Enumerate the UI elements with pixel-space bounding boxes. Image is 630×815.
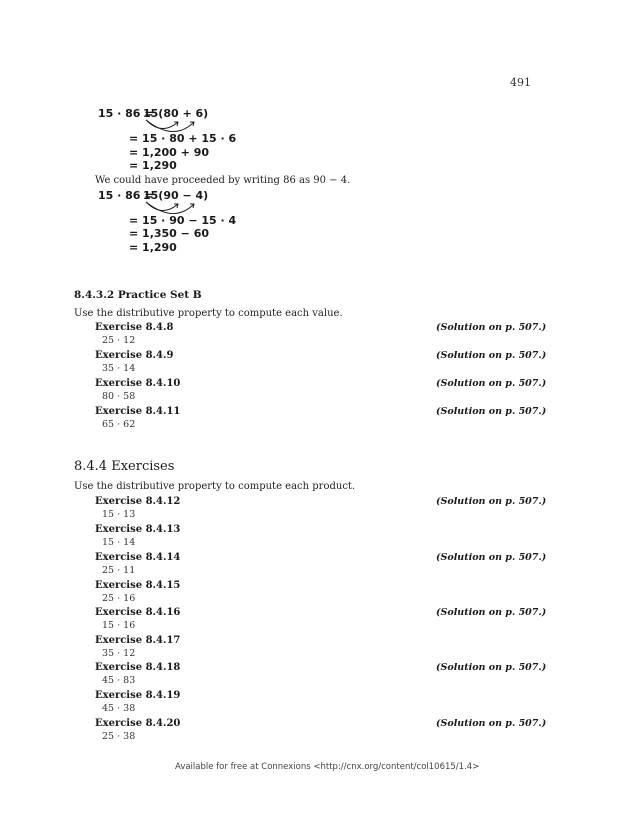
exercise-expression: 45 · 83 (102, 675, 136, 686)
exercises-instruction: Use the distributive property to compute each product. (74, 481, 356, 492)
practice-set-instruction: Use the distributive property to compute each value. (74, 308, 343, 319)
exercise-title: Exercise 8.4.9 (95, 350, 174, 361)
solution-link[interactable]: (Solution on p. 507.) (436, 378, 547, 389)
solution-link[interactable]: (Solution on p. 507.) (436, 718, 547, 729)
example2-line1-rhs: 15(90 − 4) (143, 189, 209, 202)
exercise-title: Exercise 8.4.20 (95, 718, 181, 729)
exercise-title: Exercise 8.4.19 (95, 690, 181, 701)
exercise-expression: 15 · 13 (102, 509, 136, 520)
transition-text: We could have proceeded by writing 86 as 90 − 4. (95, 175, 351, 186)
exercise-expression: 65 · 62 (102, 419, 136, 430)
solution-link[interactable]: (Solution on p. 507.) (436, 552, 547, 563)
exercise-title: Exercise 8.4.18 (95, 662, 181, 673)
example1-step-1: = 15 · 80 + 15 · 6 (129, 132, 237, 145)
exercise-title: Exercise 8.4.15 (95, 580, 181, 591)
solution-link[interactable]: (Solution on p. 507.) (436, 350, 547, 361)
example1-line1-rhs: 15(80 + 6) (143, 107, 209, 120)
example2-step-1: = 15 · 90 − 15 · 4 (129, 214, 237, 227)
practice-set-heading: 8.4.3.2 Practice Set B (74, 289, 202, 301)
exercises-heading: 8.4.4 Exercises (74, 459, 175, 474)
exercise-expression: 25 · 16 (102, 593, 136, 604)
footer-availability-note[interactable]: Available for free at Connexions <http://cnx.org/content/col10615/1.4> (175, 762, 480, 772)
exercise-expression: 45 · 38 (102, 703, 136, 714)
solution-link[interactable]: (Solution on p. 507.) (436, 662, 547, 673)
page-number: 491 (510, 76, 531, 89)
exercise-title: Exercise 8.4.16 (95, 607, 181, 618)
exercise-title: Exercise 8.4.17 (95, 635, 181, 646)
example2-step-3: = 1,290 (129, 241, 177, 254)
exercise-expression: 35 · 12 (102, 648, 136, 659)
exercise-expression: 25 · 11 (102, 565, 136, 576)
solution-link[interactable]: (Solution on p. 507.) (436, 607, 547, 618)
exercise-title: Exercise 8.4.11 (95, 406, 181, 417)
solution-link[interactable]: (Solution on p. 507.) (436, 322, 547, 333)
exercise-expression: 35 · 14 (102, 363, 136, 374)
exercise-expression: 25 · 38 (102, 731, 136, 742)
exercise-title: Exercise 8.4.12 (95, 496, 181, 507)
example1-step-3: = 1,290 (129, 159, 177, 172)
solution-link[interactable]: (Solution on p. 507.) (436, 496, 547, 507)
example2-step-2: = 1,350 − 60 (129, 227, 210, 240)
exercise-expression: 80 · 58 (102, 391, 136, 402)
exercise-expression: 15 · 14 (102, 537, 136, 548)
exercise-expression: 15 · 16 (102, 620, 136, 631)
example1-step-2: = 1,200 + 90 (129, 146, 210, 159)
exercise-title: Exercise 8.4.10 (95, 378, 181, 389)
example2-line1-lhs: 15 · 86 = (98, 189, 154, 202)
example1-line1-lhs: 15 · 86 = (98, 107, 154, 120)
exercise-title: Exercise 8.4.14 (95, 552, 181, 563)
solution-link[interactable]: (Solution on p. 507.) (436, 406, 547, 417)
exercise-title: Exercise 8.4.13 (95, 524, 181, 535)
exercise-expression: 25 · 12 (102, 335, 136, 346)
exercise-title: Exercise 8.4.8 (95, 322, 174, 333)
